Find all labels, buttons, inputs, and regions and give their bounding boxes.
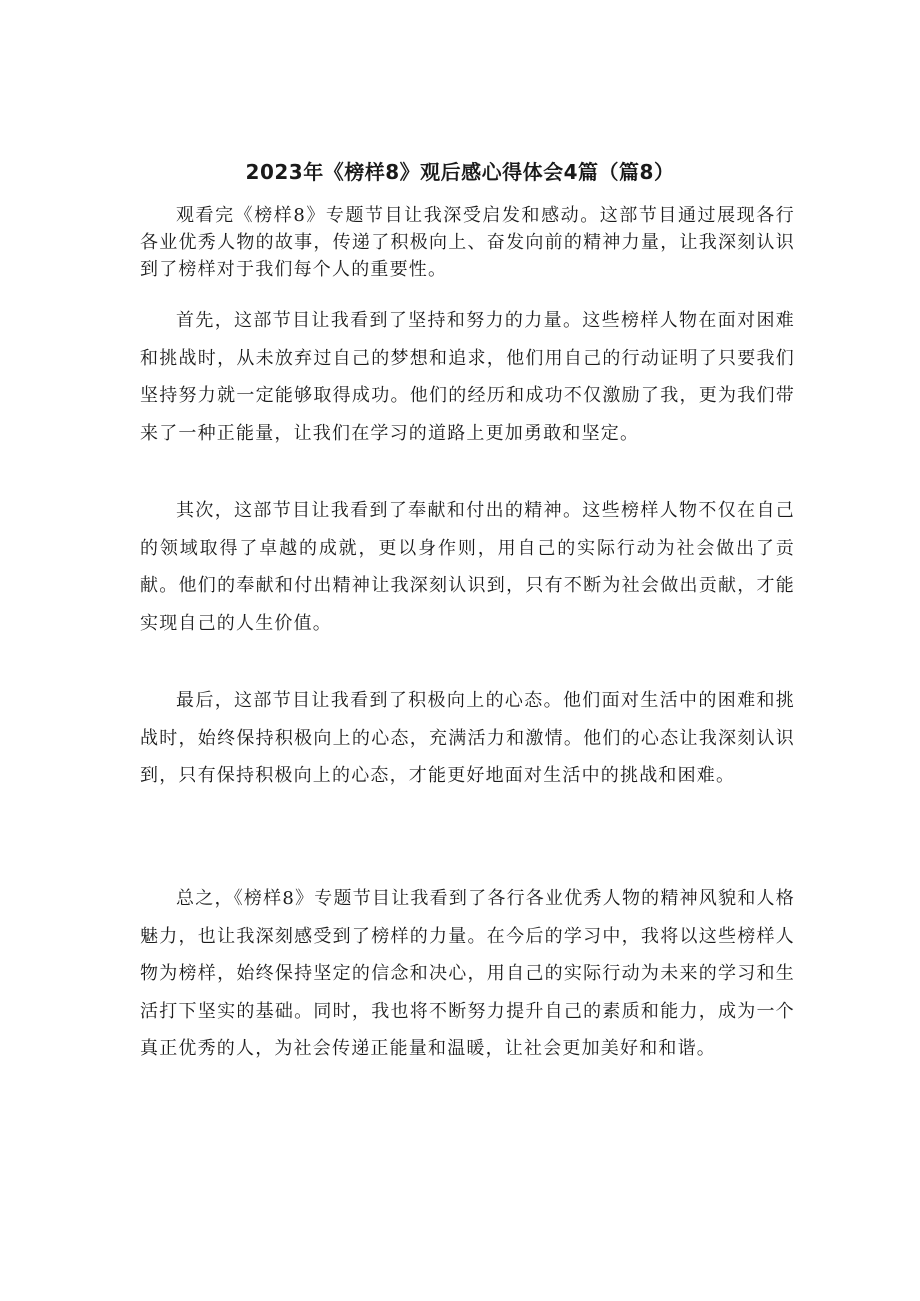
paragraph-first: 首先，这部节目让我看到了坚持和努力的力量。这些榜样人物在面对困难和挑战时，从未放弃过自己的梦想和追求，他们用自己的行动证明了只要我们坚持努力就一定能够取得成功。他们的经历和成功不仅激励了我，更为我们带来了一种正能量，让我们在学习的道路上更加勇敢和坚定。 [140, 310, 795, 444]
paragraph-intro: 观看完《榜样8》专题节目让我深受启发和感动。这部节目通过展现各行各业优秀人物的故事，传递了积极向上、奋发向前的精神力量，让我深刻认识到了榜样对于我们每个人的重要性。 [140, 205, 795, 280]
document-title: 2023年《榜样8》观后感心得体会4篇（篇8） [245, 160, 675, 185]
paragraph-third: 最后，这部节目让我看到了积极向上的心态。他们面对生活中的困难和挑战时，始终保持积极向上的心态，充满活力和激情。他们的心态让我深刻认识到，只有保持积极向上的心态，才能更好地面对生活中的挑战和困难。 [140, 690, 795, 786]
paragraph-conclusion: 总之，《榜样8》专题节目让我看到了各行各业优秀人物的精神风貌和人格魅力，也让我深刻感受到了榜样的力量。在今后的学习中，我将以这些榜样人物为榜样，始终保持坚定的信念和决心，用自己的实际行动为未来的学习和生活打下坚实的基础。同时，我也将不断努力提升自己的素质和能力，成为一个真正优秀的人，为社会传递正能量和温暖，让社会更加美好和和谐。 [140, 888, 795, 1059]
paragraph-second: 其次，这部节目让我看到了奉献和付出的精神。这些榜样人物不仅在自己的领域取得了卓越的成就，更以身作则，用自己的实际行动为社会做出了贡献。他们的奉献和付出精神让我深刻认识到，只有不断为社会做出贡献，才能实现自己的人生价值。 [140, 500, 795, 634]
